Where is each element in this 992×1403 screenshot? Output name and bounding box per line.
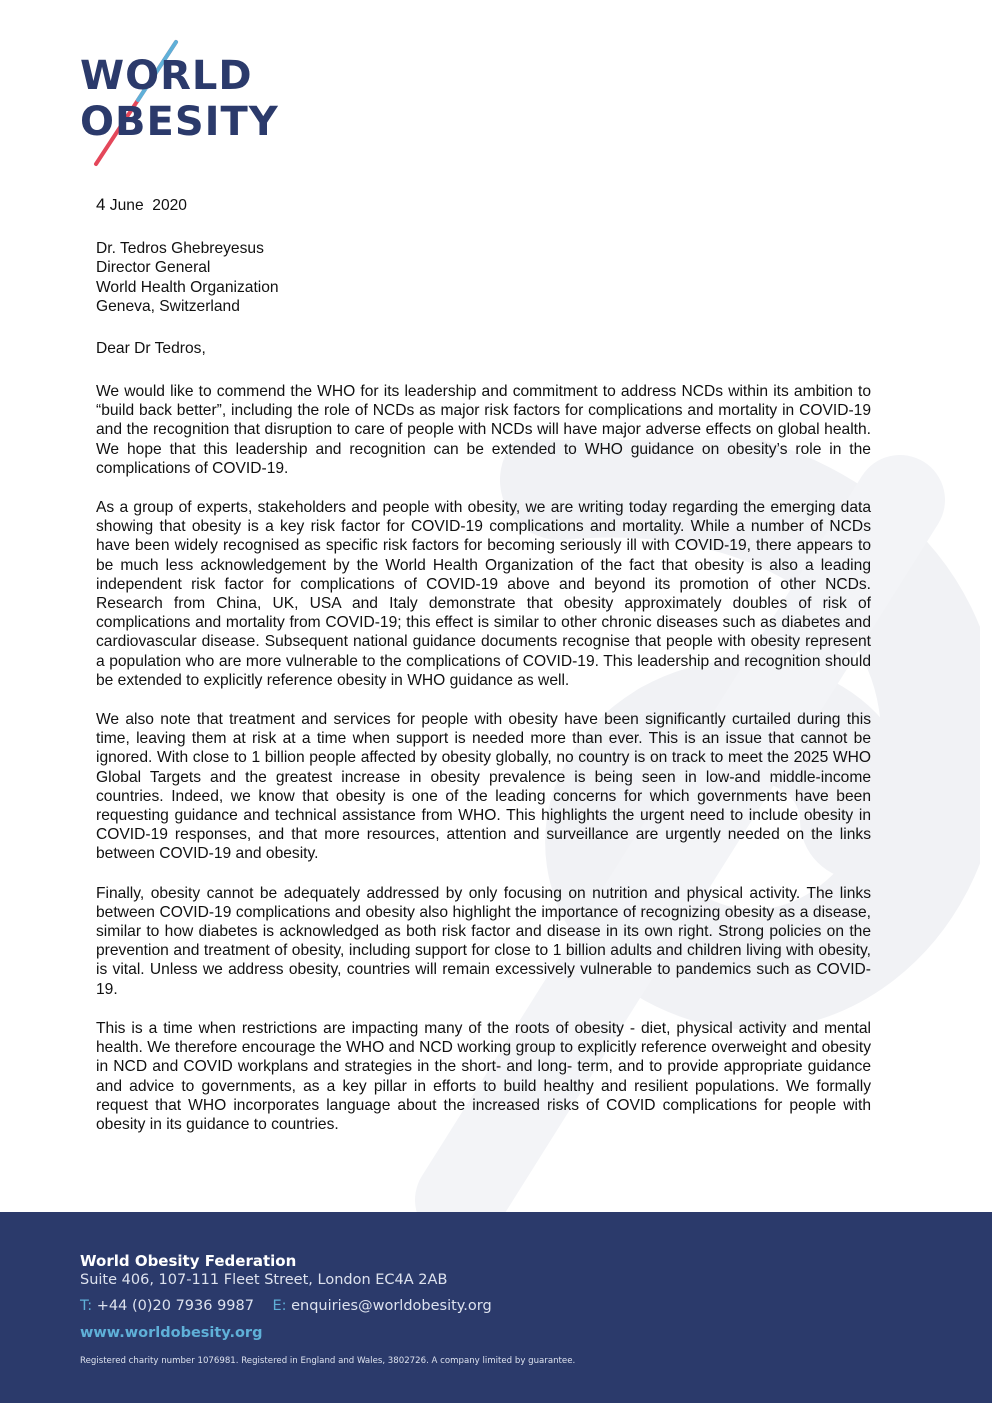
date-rest: June 2020 [105,197,187,214]
recipient-line: Dr. Tedros Ghebreyesus [96,240,264,257]
footer-address: Suite 406, 107-111 Fleet Street, London EC4A 2AB [80,1272,448,1288]
recipient-line: Director General [96,259,211,277]
footer-org-name: World Obesity Federation [80,1252,297,1270]
salutation: Dear Dr Tedros, [96,340,206,357]
email-label: E: [272,1298,287,1314]
phone-label: T: [80,1298,93,1314]
letterhead-footer [0,1212,992,1403]
logo-line-1: WORLD [80,53,253,99]
date-day: 4 [96,195,106,214]
recipient-line: World Health Organization [96,278,279,296]
world-obesity-logo [80,38,320,170]
letter-date [96,195,187,215]
footer-phone: +44 (0)20 7936 9987 [96,1298,254,1314]
footer-email[interactable]: enquiries@worldobesity.org [291,1298,492,1314]
footer-website-link[interactable]: www.worldobesity.org [80,1325,263,1341]
body-paragraph: This is a time when restrictions are impacting many of the roots of obesity - diet, physical activity and mental health. We therefore encourage the WHO and NCD working group to explicitly reference overweight and obesity in NCD and COVID workplans and strategies in the short- and long- term, and to provide appropriate guidance and advice to governments, as a key pillar in efforts to build healthy and resilient populations. We formally request that WHO incorporates language about the increased risks of COVID complications for people with obesity in its guidance to countries. [96,1019,871,1133]
recipient-line: Geneva, Switzerland [96,298,240,316]
footer-contact [80,1298,492,1314]
recipient-address [96,239,279,317]
logo-line-2: OBESITY [80,99,279,145]
body-paragraph: We would like to commend the WHO for its leadership and commitment to address NCDs within its ambition to “build back better”, including the role of NCDs as major risk factors for complications and mortality in COVID-19 and the recognition that disruption to care of people with NCDs will have major adverse effects on global health. We hope that this leadership and recognition can be extended to WHO guidance on obesity’s role in the complications of COVID-19. [96,383,871,477]
footer-registration: Registered charity number 1076981. Registered in England and Wales, 3802726. A company limited by guarantee. [80,1356,576,1366]
body-paragraph: As a group of experts, stakeholders and people with obesity, we are writing today regarding the emerging data showing that obesity is a key risk factor for COVID-19 complications and mortality. While a number of NCDs have been widely recognised as specific risk factors for becoming seriously ill with COVID-19, there appears to be much less acknowledgement by the World Health Organization of the fact that obesity is also a leading independent risk factor for complications of COVID-19 above and beyond its promotion of other NCDs. Research from China, UK, USA and Italy demonstrate that obesity approximately doubles of risk of complications and mortality from COVID-19; this effect is similar to other chronic diseases such as diabetes and cardiovascular disease. Subsequent national guidance documents recognise that people with obesity represent a population who are more vulnerable to the complications of COVID-19. This leadership and recognition should be extended to explicitly reference obesity in WHO guidance as well. [96,499,871,689]
body-paragraph: Finally, obesity cannot be adequately addressed by only focusing on nutrition and physical activity. The links between COVID-19 complications and obesity also highlight the importance of recognizing obesity as a disease, similar to how diabetes is acknowledged as both risk factor and disease in its own right. Strong policies on the prevention and treatment of obesity, including support for close to 1 billion adults and children living with obesity, is vital. Unless we address obesity, countries will remain excessively vulnerable to pandemics such as COVID-19. [96,884,871,998]
letter-body [96,382,871,1154]
body-paragraph: We also note that treatment and services for people with obesity have been significantly curtailed during this time, leaving them at risk at a time when support is needed more than ever. This is an issue that cannot be ignored. With close to 1 billion people affected by obesity globally, no country is on track to meet the 2025 WHO Global Targets and the greatest increase in obesity prevalence is being seen in low-and middle-income countries. Indeed, we know that obesity is one of the leading concerns for which governments have been requesting guidance and technical assistance from WHO. This highlights the urgent need to include obesity in COVID-19 responses, and that more resources, attention and surveillance are urgently needed on the links between COVID-19 and obesity. [96,711,871,863]
